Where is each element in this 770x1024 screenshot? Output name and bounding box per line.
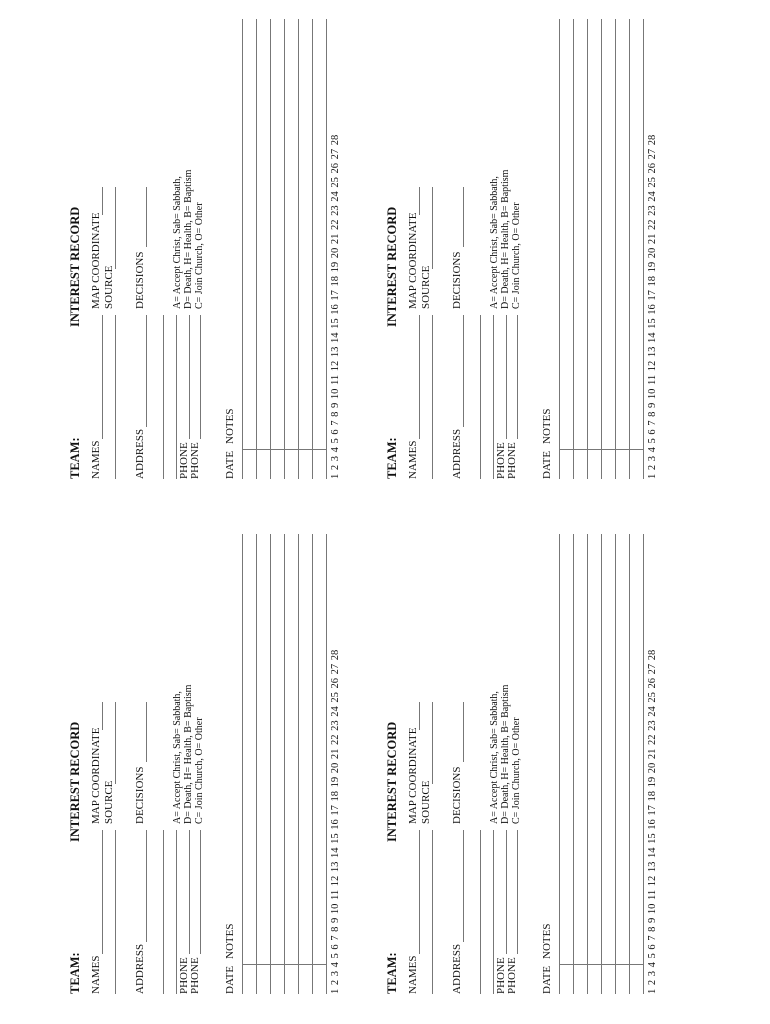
address-line-2[interactable] [480, 315, 481, 479]
date-column-divider [559, 449, 643, 450]
day-numbers: 1 2 3 4 5 6 7 8 9 10 11 12 13 14 15 16 17 18 19 20 21 22 23 24 25 26 27 28 [647, 134, 658, 479]
phone-line[interactable] [506, 830, 507, 954]
names-line-2[interactable] [115, 830, 116, 994]
phone-line-2[interactable] [200, 315, 201, 439]
date-column-divider [242, 964, 326, 965]
map-coordinate-label: MAP COORDINATE [407, 212, 419, 309]
legend-line-3: C= Join Church, O= Other [194, 717, 205, 824]
notes-row-line[interactable] [601, 19, 602, 479]
phone-label-2: PHONE [506, 957, 518, 994]
address-line-2[interactable] [163, 830, 164, 994]
team-label: TEAM: [385, 952, 399, 994]
address-line-2[interactable] [163, 315, 164, 479]
phone-label: PHONE [495, 957, 507, 994]
source-label: SOURCE [103, 780, 115, 824]
notes-row-line[interactable] [629, 19, 630, 479]
team-label: TEAM: [68, 437, 82, 479]
legend-line-2: D= Death, H= Health, B= Baptism [183, 684, 194, 824]
notes-row-line[interactable] [312, 19, 313, 479]
address-line-3[interactable] [493, 315, 494, 479]
notes-row-line[interactable] [587, 19, 588, 479]
source-line[interactable] [115, 187, 116, 269]
team-label: TEAM: [385, 437, 399, 479]
phone-line-2[interactable] [517, 830, 518, 954]
address-label: ADDRESS [451, 428, 463, 479]
notes-row-line[interactable] [573, 19, 574, 479]
date-column-divider [242, 449, 326, 450]
notes-label: NOTES [541, 408, 553, 444]
notes-label: NOTES [541, 923, 553, 959]
phone-line-2[interactable] [517, 315, 518, 439]
interest-record-card-top-left [62, 532, 362, 1002]
notes-row-line[interactable] [256, 19, 257, 479]
notes-row-line[interactable] [615, 19, 616, 479]
interest-record-card-bottom-left [379, 532, 679, 1002]
source-line[interactable] [432, 702, 433, 784]
phone-label-2: PHONE [506, 442, 518, 479]
phone-line-2[interactable] [200, 830, 201, 954]
names-line-2[interactable] [115, 315, 116, 479]
card-title: INTEREST RECORD [68, 206, 82, 327]
names-label: NAMES [407, 955, 419, 994]
names-line[interactable] [102, 830, 103, 954]
date-label: DATE [541, 965, 553, 994]
phone-label-2: PHONE [189, 442, 201, 479]
notes-label: NOTES [224, 923, 236, 959]
card-title: INTEREST RECORD [68, 721, 82, 842]
address-line-2[interactable] [480, 830, 481, 994]
legend-line-3: C= Join Church, O= Other [511, 202, 522, 309]
notes-row-line[interactable] [284, 19, 285, 479]
address-line-3[interactable] [176, 830, 177, 994]
decisions-label: DECISIONS [451, 251, 463, 309]
source-label: SOURCE [420, 780, 432, 824]
address-line[interactable] [146, 315, 147, 427]
notes-row-line[interactable] [573, 534, 574, 994]
notes-row-line[interactable] [643, 534, 644, 994]
address-line-3[interactable] [176, 315, 177, 479]
legend-line-1: A= Accept Christ, Sab= Sabbath, [489, 691, 500, 824]
phone-label: PHONE [178, 442, 190, 479]
notes-row-line[interactable] [587, 534, 588, 994]
decisions-label: DECISIONS [134, 251, 146, 309]
card-title: INTEREST RECORD [385, 721, 399, 842]
phone-label: PHONE [178, 957, 190, 994]
map-coordinate-line[interactable] [102, 702, 103, 730]
legend-line-2: D= Death, H= Health, B= Baptism [500, 169, 511, 309]
address-line[interactable] [463, 315, 464, 427]
address-label: ADDRESS [451, 943, 463, 994]
map-coordinate-line[interactable] [419, 702, 420, 730]
notes-row-line[interactable] [559, 19, 560, 479]
legend-line-1: A= Accept Christ, Sab= Sabbath, [172, 691, 183, 824]
decisions-label: DECISIONS [134, 766, 146, 824]
decisions-line[interactable] [146, 187, 147, 247]
date-column-divider [559, 964, 643, 965]
phone-label-2: PHONE [189, 957, 201, 994]
notes-row-line[interactable] [284, 534, 285, 994]
notes-row-line[interactable] [298, 534, 299, 994]
map-coordinate-line[interactable] [419, 187, 420, 215]
legend-line-3: C= Join Church, O= Other [194, 202, 205, 309]
day-numbers: 1 2 3 4 5 6 7 8 9 10 11 12 13 14 15 16 17 18 19 20 21 22 23 24 25 26 27 28 [330, 134, 341, 479]
address-line[interactable] [146, 830, 147, 942]
address-line[interactable] [463, 830, 464, 942]
names-line-2[interactable] [432, 315, 433, 479]
address-label: ADDRESS [134, 943, 146, 994]
names-label: NAMES [90, 955, 102, 994]
notes-row-line[interactable] [615, 534, 616, 994]
legend-line-3: C= Join Church, O= Other [511, 717, 522, 824]
address-label: ADDRESS [134, 428, 146, 479]
source-label: SOURCE [420, 265, 432, 309]
names-label: NAMES [407, 440, 419, 479]
map-coordinate-label: MAP COORDINATE [90, 212, 102, 309]
notes-label: NOTES [224, 408, 236, 444]
names-label: NAMES [90, 440, 102, 479]
map-coordinate-label: MAP COORDINATE [90, 727, 102, 824]
phone-line[interactable] [506, 315, 507, 439]
notes-row-line[interactable] [298, 19, 299, 479]
legend-line-2: D= Death, H= Health, B= Baptism [183, 169, 194, 309]
names-line[interactable] [419, 830, 420, 954]
interest-record-card-bottom-right [379, 17, 679, 487]
legend-line-1: A= Accept Christ, Sab= Sabbath, [489, 176, 500, 309]
decisions-label: DECISIONS [451, 766, 463, 824]
interest-record-card-top-right [62, 17, 362, 487]
notes-row-line[interactable] [601, 534, 602, 994]
legend-line-2: D= Death, H= Health, B= Baptism [500, 684, 511, 824]
day-numbers: 1 2 3 4 5 6 7 8 9 10 11 12 13 14 15 16 17 18 19 20 21 22 23 24 25 26 27 28 [647, 649, 658, 994]
decisions-line[interactable] [146, 702, 147, 762]
source-line[interactable] [115, 702, 116, 784]
phone-label: PHONE [495, 442, 507, 479]
names-line[interactable] [102, 315, 103, 439]
notes-row-line[interactable] [270, 19, 271, 479]
notes-row-line[interactable] [326, 534, 327, 994]
notes-row-line[interactable] [312, 534, 313, 994]
notes-row-line[interactable] [270, 534, 271, 994]
decisions-line[interactable] [463, 702, 464, 762]
names-line[interactable] [419, 315, 420, 439]
date-label: DATE [541, 450, 553, 479]
day-numbers: 1 2 3 4 5 6 7 8 9 10 11 12 13 14 15 16 17 18 19 20 21 22 23 24 25 26 27 28 [330, 649, 341, 994]
notes-row-line[interactable] [242, 534, 243, 994]
notes-row-line[interactable] [629, 534, 630, 994]
phone-line[interactable] [189, 315, 190, 439]
team-label: TEAM: [68, 952, 82, 994]
address-line-3[interactable] [493, 830, 494, 994]
notes-row-line[interactable] [256, 534, 257, 994]
map-coordinate-label: MAP COORDINATE [407, 727, 419, 824]
map-coordinate-line[interactable] [102, 187, 103, 215]
card-title: INTEREST RECORD [385, 206, 399, 327]
decisions-line[interactable] [463, 187, 464, 247]
notes-row-line[interactable] [242, 19, 243, 479]
source-label: SOURCE [103, 265, 115, 309]
notes-row-line[interactable] [559, 534, 560, 994]
notes-row-line[interactable] [326, 19, 327, 479]
date-label: DATE [224, 965, 236, 994]
date-label: DATE [224, 450, 236, 479]
source-line[interactable] [432, 187, 433, 269]
phone-line[interactable] [189, 830, 190, 954]
legend-line-1: A= Accept Christ, Sab= Sabbath, [172, 176, 183, 309]
notes-row-line[interactable] [643, 19, 644, 479]
names-line-2[interactable] [432, 830, 433, 994]
